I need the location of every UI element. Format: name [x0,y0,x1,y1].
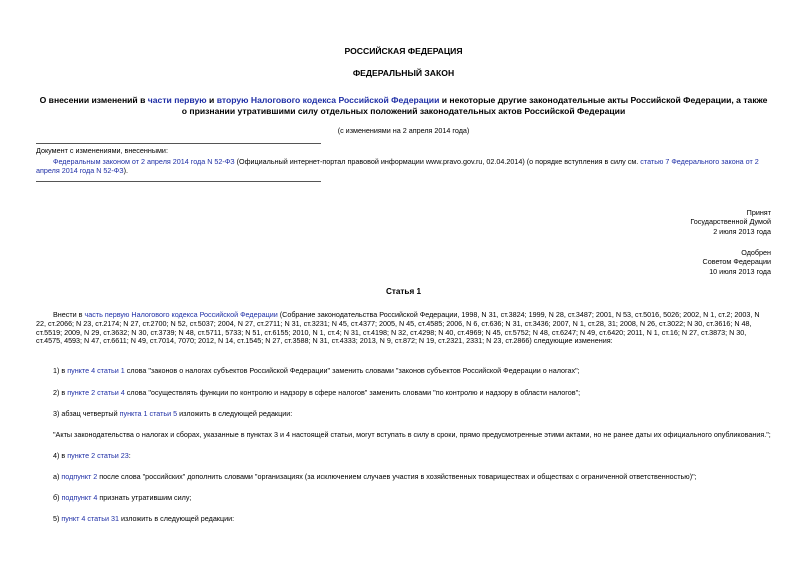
intro-prefix: Внести в [53,310,85,319]
council-line-3: 10 июля 2013 года [709,266,771,276]
item-4a [36,473,771,482]
item-4a-text: после слова "российских" дополнить словами "организациях (за исключением случаев участия в хозяйственных товариществах и обществах с ограниченной ответственностью)"; [97,472,697,481]
item-4-text: : [128,451,131,460]
divider-bottom [36,181,321,182]
council-line-2: Советом Федерации [702,257,771,267]
link-item-4a[interactable]: подпункт 2 [61,472,98,481]
link-part-one[interactable]: части первую [147,95,207,105]
link-item-2[interactable]: пункте 2 статьи 4 [67,388,125,397]
duma-line-3: 2 июля 2013 года [713,226,771,236]
changed-note: (с изменениями на 2 апреля 2014 года) [337,126,470,135]
link-item-5[interactable]: пункт 4 статьи 31 [61,514,120,523]
item-3 [36,410,771,419]
title-prefix: О внесении изменений в [39,95,148,105]
divider-top [36,143,321,144]
item-1 [36,367,771,376]
duma-line-1: Принят [746,208,771,217]
item-4a-prefix: а) [53,472,62,481]
item-1-prefix: 1) в [53,366,68,375]
intro-text: (Собрание законодательства Российской Федерации, 1998, N 31, ст.3824; 1999, N 28, ст.3487; 2001, N 53, ст.5016, 5026; 2002, N 1, ст.2; 2003, N 22, ст.2066; N 23, ст.2174; N 27, ст.2700; N 52, ст.5037; 2004, N 27, ст.2711; N 31, ст.3231; N 45, ст.4377; 2005, N 45, ст.4585; 2006, N 6, ст.636; N 31, ст.3436; 2007, N 1, ст.28, 31; 2008, N 26, ст.3022; N 30, ст.3616; N 48, ст.5519; 2009, N 29, ст.3632; N 30, ст.3739; N 48, ст.5711, 5733; N 51, ст.6155; 2010, N 1, ст.4; N 31, ст.4198; N 32, ст.4298; N 40, ст.4969; N 45, ст.5752; N 48, ст.6247; N 49, ст.6420; 2011, N 1, ст.16; N 27, ст.3873; N 30, ст.4575, 4593; N 47, ст.6611; N 49, ст.7014, 7070; 2012, N 14, ст.1545; N 27, ст.3588; N 31, ст.4333; 2013, N 9, ст.872; N 19, ст.2321, 2331; N 23, ст.2866) следующие изменения: [36,310,760,346]
item-4 [36,452,771,461]
item-2 [36,389,771,398]
item-4-prefix: 4) в [53,451,68,460]
link-item-4b[interactable]: подпункт 4 [61,493,98,502]
item-4b [36,494,771,503]
item-1-text: слова "законов о налогах субъектов Российской Федерации" заменить словами "законов субъектов Российской Федерации о налогах"; [124,366,580,375]
amendments-text1: (Официальный интернет-портал правовой информации www.pravo.gov.ru, 02.04.2014) (о порядке вступления в силу см. [234,156,641,166]
article-title: Статья 1 [385,287,422,296]
item-5 [36,515,771,524]
law-title [36,95,771,118]
item-3-quote [36,431,771,440]
duma-line-2: Государственной Думой [690,217,771,227]
item-2-prefix: 2) в [53,388,68,397]
law-type-heading: ФЕДЕРАЛЬНЫЙ ЗАКОН [352,68,455,78]
amendments-text2: ). [123,165,128,175]
item-5-text: изложить в следующей редакции: [119,514,235,523]
link-item-4[interactable]: пункте 2 статьи 23 [67,451,129,460]
amendments-intro: Документ с изменениями, внесенными: [36,146,168,155]
link-item-3[interactable]: пункта 1 статьи 5 [119,409,178,418]
country-heading: РОССИЙСКАЯ ФЕДЕРАЦИЯ [344,46,463,56]
item-3-text: изложить в следующей редакции: [177,409,293,418]
item-4b-text: признать утратившим силу; [97,493,192,502]
item-5-prefix: 5) [53,514,62,523]
link-tax-code[interactable]: Налогового кодекса Российской Федерации [250,95,440,105]
amendments-text [36,158,771,176]
link-article-7[interactable]: статью 7 Федерального закона от 2 апреля 2014 года N 52-ФЗ [36,156,759,175]
council-line-1: Одобрен [741,248,771,257]
link-tax-code-part-one[interactable]: часть первую Налогового кодекса Российской Федерации [84,310,278,319]
title-suffix: и некоторые другие законодательные акты Российской Федерации, а также о признании утратившими силу отдельных положений законодательных актов Российской Федерации [181,95,768,117]
item-3-prefix: 3) абзац четвертый [53,409,120,418]
link-item-1[interactable]: пункте 4 статьи 1 [67,366,125,375]
item-4b-prefix: б) [53,493,62,502]
amendments-block [36,147,771,175]
title-and: и [206,95,217,105]
link-part-two[interactable]: вторую [216,95,249,105]
item-2-text: слова "осуществлять функции по контролю и надзору в сфере налогов" заменить словами "по контролю и надзору в области налогов"; [124,388,581,397]
link-law-52fz[interactable]: Федеральным законом от 2 апреля 2014 года N 52-ФЗ [53,156,235,166]
adoption-council [703,248,771,276]
adoption-duma [690,208,771,236]
article-intro [36,311,771,346]
item-3-quote-text: "Акты законодательства о налогах и сборах, указанные в пунктах 3 и 4 настоящей статьи, могут вступать в силу в сроки, прямо предусмотренные этими актами, но не ранее даты их официального опубликования."; [53,430,771,439]
